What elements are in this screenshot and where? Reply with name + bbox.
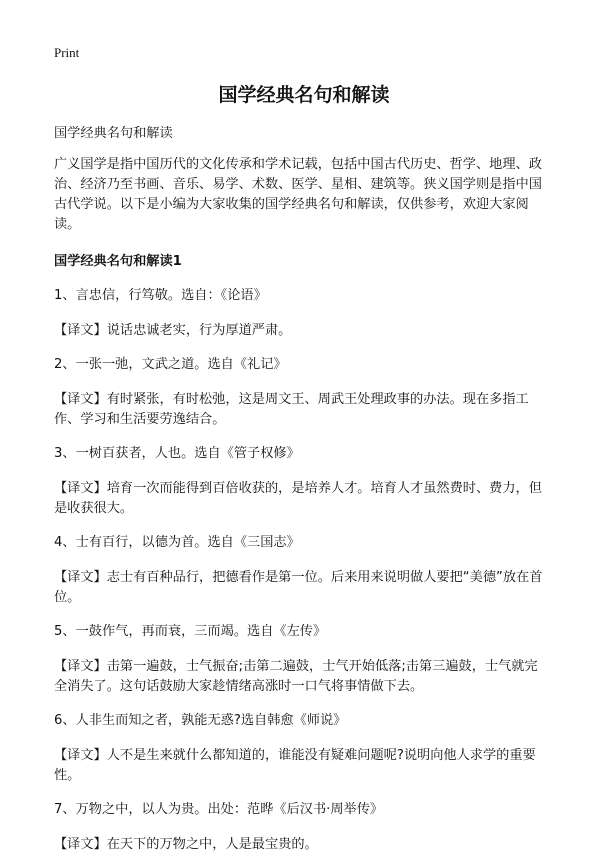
translation-text: 【译文】在天下的万物之中，人是最宝贵的。: [54, 837, 318, 852]
section-heading: 国学经典名句和解读1: [54, 254, 182, 269]
translation-text: 【译文】击第一遍鼓，士气振奋;击第二遍鼓，士气开始低落;击第三遍鼓，士气就完全消失了。这句话鼓励大家趁情绪高涨时一口气将事情做下去。: [54, 659, 538, 694]
list-item: [54, 444, 550, 519]
quote-text: 2、一张一弛，文武之道。选自《礼记》: [54, 357, 287, 372]
subtitle: 国学经典名句和解读: [54, 126, 173, 141]
translation-text: 【译文】志士有百种品行，把德看作是第一位。后来用来说明做人要把“美德”放在首位。: [54, 570, 543, 605]
list-item: [54, 533, 550, 608]
quote-text: 3、一树百获者，人也。选自《管子权修》: [54, 446, 300, 461]
page-title: 国学经典名句和解读: [218, 84, 390, 106]
list-item: [54, 355, 550, 430]
quote-text: 7、万物之中，以人为贵。出处：范晔《后汉书·周举传》: [54, 802, 384, 817]
translation-text: 【译文】说话忠诚老实，行为厚道严肃。: [54, 323, 292, 338]
translation-text: 【译文】人不是生来就什么都知道的，谁能没有疑难问题呢?说明向他人求学的重要性。: [54, 748, 536, 783]
translation-text: 【译文】培育一次而能得到百倍收获的，是培养人才。培育人才虽然费时、费力，但是收获很大。: [54, 481, 542, 516]
list-item: [54, 711, 550, 786]
print-link[interactable]: Print: [54, 45, 80, 60]
quote-text: 1、言忠信，行笃敬。选自：《论语》: [54, 288, 267, 303]
intro-paragraph: 广义国学是指中国历代的文化传承和学术记载，包括中国古代历史、哲学、地理、政治、经济乃至书画、音乐、易学、术数、医学、星相、建筑等。狭义国学则是指中国古代学说。以下是小编为大家收集的国学经典名句和解读，仅供参考，欢迎大家阅读。: [54, 157, 542, 232]
quote-text: 4、士有百行，以德为首。选自《三国志》: [54, 535, 300, 550]
list-item: [54, 286, 550, 341]
quote-text: 6、人非生而知之者，孰能无惑?选自韩愈《师说》: [54, 713, 347, 728]
translation-text: 【译文】有时紧张，有时松弛，这是周文王、周武王处理政事的办法。现在多指工作、学习和生活要劳逸结合。: [54, 392, 529, 427]
quote-text: 5、一鼓作气，再而衰，三而竭。选自《左传》: [54, 624, 327, 639]
list-item: [54, 622, 550, 697]
